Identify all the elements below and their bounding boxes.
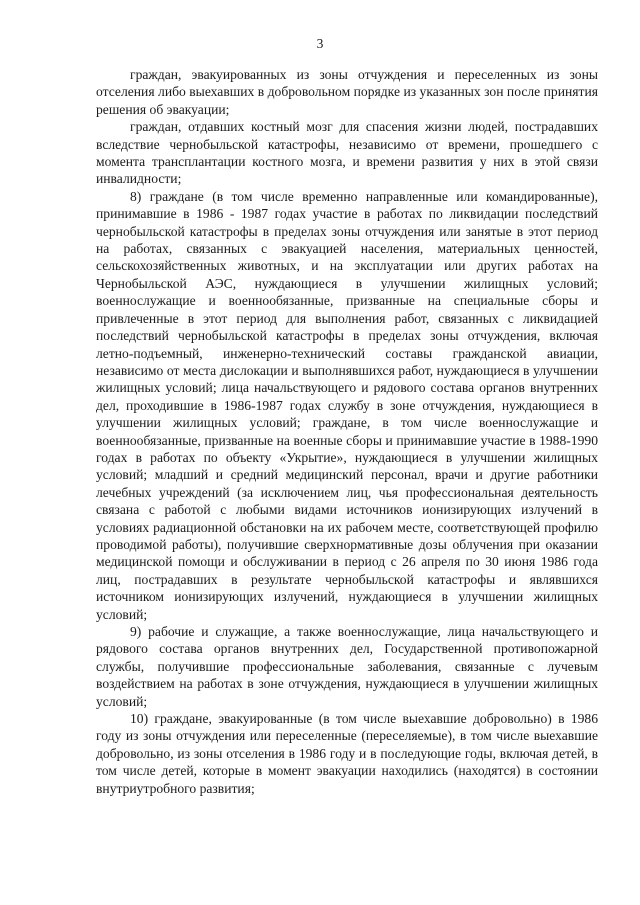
paragraph-item-9: 9) рабочие и служащие, а также военнослужащие, лица начальствующего и рядового состава органов внутренних дел, Государственной противопожарной службы, получившие профессиональные заболевания, связанные с лучевым воздействием на работах в зоне отчуждения, нуждающиеся в улучшении жилищных условий; bbox=[96, 624, 598, 709]
paragraph-item-10: 10) граждане, эвакуированные (в том числе выехавшие добровольно) в 1986 году из зоны отчуждения или переселенные (переселяемые), в том числе выехавшие добровольно, из зоны отселения в 1986 году и в последующие годы, включая детей, в том числе детей, которые в момент эвакуации находились (находятся) в состоянии внутриутробного развития; bbox=[96, 711, 598, 796]
paragraph-item-8: 8) граждане (в том числе временно направленные или командированные), принимавшие в 1986 - 1987 годах участие в работах по ликвидации последствий чернобыльской катастрофы в пределах зоны отчуждения или занятые в этот период на работах, связанных с эвакуацией населения, материальных ценностей, сельскохозяйственных животных, и на эксплуатации или других работах на Чернобыльской АЭС, нуждающиеся в улучшении жилищных условий; военнослужащие и военнообязанные, призванные на специальные сборы и привлеченные в этот период для выполнения работ, связанных с ликвидацией последствий чернобыльской катастрофы в пределах зоны отчуждения, включая летно-подъемный, инженерно-технический составы гражданской авиации, независимо от места дислокации и выполнявшихся работ, нуждающиеся в улучшении жилищных условий; лица начальствующего и рядового состава органов внутренних дел, проходившие в 1986-1987 годах службу в зоне отчуждения, нуждающиеся в улучшении жилищных условий; граждане, в том числе военнослужащие и военнообязанные, призванные на военные сборы и принимавшие участие в 1988-1990 годах в работах по объекту «Укрытие», нуждающиеся в улучшении жилищных условий; младший и средний медицинский персонал, врачи и другие работники лечебных учреждений (за исключением лиц, чья профессиональная деятельность связана с работой с любыми видами источников ионизирующих излучений в условиях радиационной обстановки на их рабочем месте, соответствующей профилю проводимой работы), получившие сверхнормативные дозы облучения при оказании медицинской помощи и обслуживании в период с 26 апреля по 30 июня 1986 года лиц, пострадавших в результате чернобыльской катастрофы и являвшихся источником ионизирующих излучений, нуждающиеся в улучшении жилищных условий; bbox=[96, 188, 598, 622]
paragraph-evacuated-citizens: граждан, эвакуированных из зоны отчуждения и переселенных из зоны отселения либо выехавших в добровольном порядке из указанных зон после принятия решения об эвакуации; bbox=[96, 67, 598, 117]
page-number: 3 bbox=[316, 36, 324, 51]
paragraph-bone-marrow-donors: граждан, отдавших костный мозг для спасения жизни людей, пострадавших вследствие чернобыльской катастрофы, независимо от времени, прошедшего с момента трансплантации костного мозга, и времени развития у них в этой связи инвалидности; bbox=[96, 119, 598, 187]
document-body bbox=[96, 66, 598, 797]
